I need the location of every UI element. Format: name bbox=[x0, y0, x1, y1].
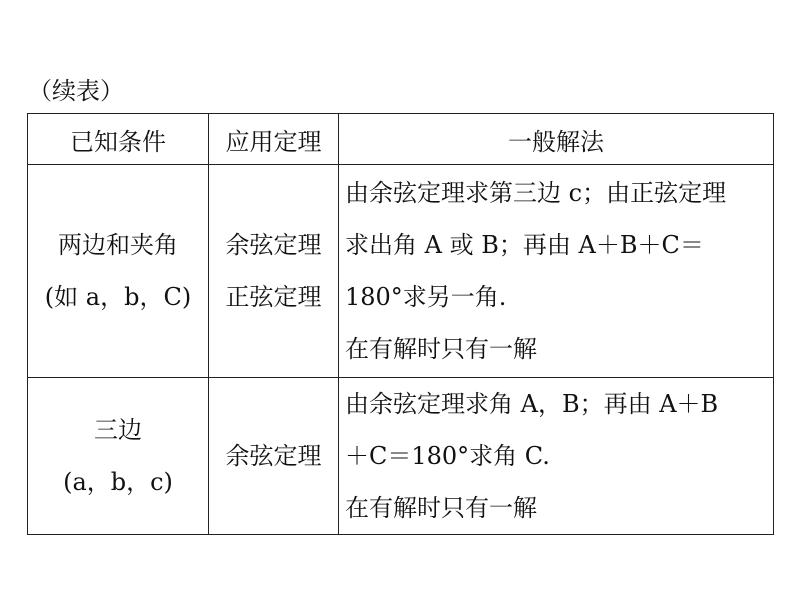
condition-line: 三边 bbox=[94, 416, 142, 444]
theorem-cell bbox=[209, 165, 339, 378]
condition-line: (a，b，c) bbox=[63, 468, 173, 496]
method-line: 180°求另一角. bbox=[345, 283, 507, 311]
theorem-cell bbox=[209, 378, 339, 535]
condition-line: (如 a，b，C) bbox=[44, 283, 192, 311]
method-line: 在有解时只有一解 bbox=[345, 335, 537, 363]
method-line: 在有解时只有一解 bbox=[345, 494, 537, 522]
condition-line: 两边和夹角 bbox=[58, 231, 178, 259]
table-caption: （续表） bbox=[28, 77, 124, 105]
table-row bbox=[28, 378, 774, 535]
theorem-line: 正弦定理 bbox=[225, 283, 322, 311]
header-known-conditions: 已知条件 bbox=[28, 114, 209, 165]
header-applied-theorem: 应用定理 bbox=[209, 114, 339, 165]
table-row bbox=[28, 165, 774, 378]
theorem-line: 余弦定理 bbox=[225, 442, 322, 470]
theorem-line: 余弦定理 bbox=[225, 231, 322, 259]
method-cell bbox=[339, 378, 774, 535]
condition-cell bbox=[28, 378, 209, 535]
table-header-row bbox=[28, 114, 774, 165]
method-cell bbox=[339, 165, 774, 378]
header-general-method: 一般解法 bbox=[339, 114, 774, 165]
method-line: 求出角 A 或 B；再由 A＋B＋C＝ bbox=[345, 231, 704, 259]
condition-cell bbox=[28, 165, 209, 378]
triangle-solving-table bbox=[27, 113, 774, 535]
method-line: 由余弦定理求角 A，B；再由 A＋B bbox=[345, 390, 719, 418]
method-line: 由余弦定理求第三边 c；由正弦定理 bbox=[345, 179, 727, 207]
method-line: ＋C＝180°求角 C. bbox=[345, 442, 550, 470]
